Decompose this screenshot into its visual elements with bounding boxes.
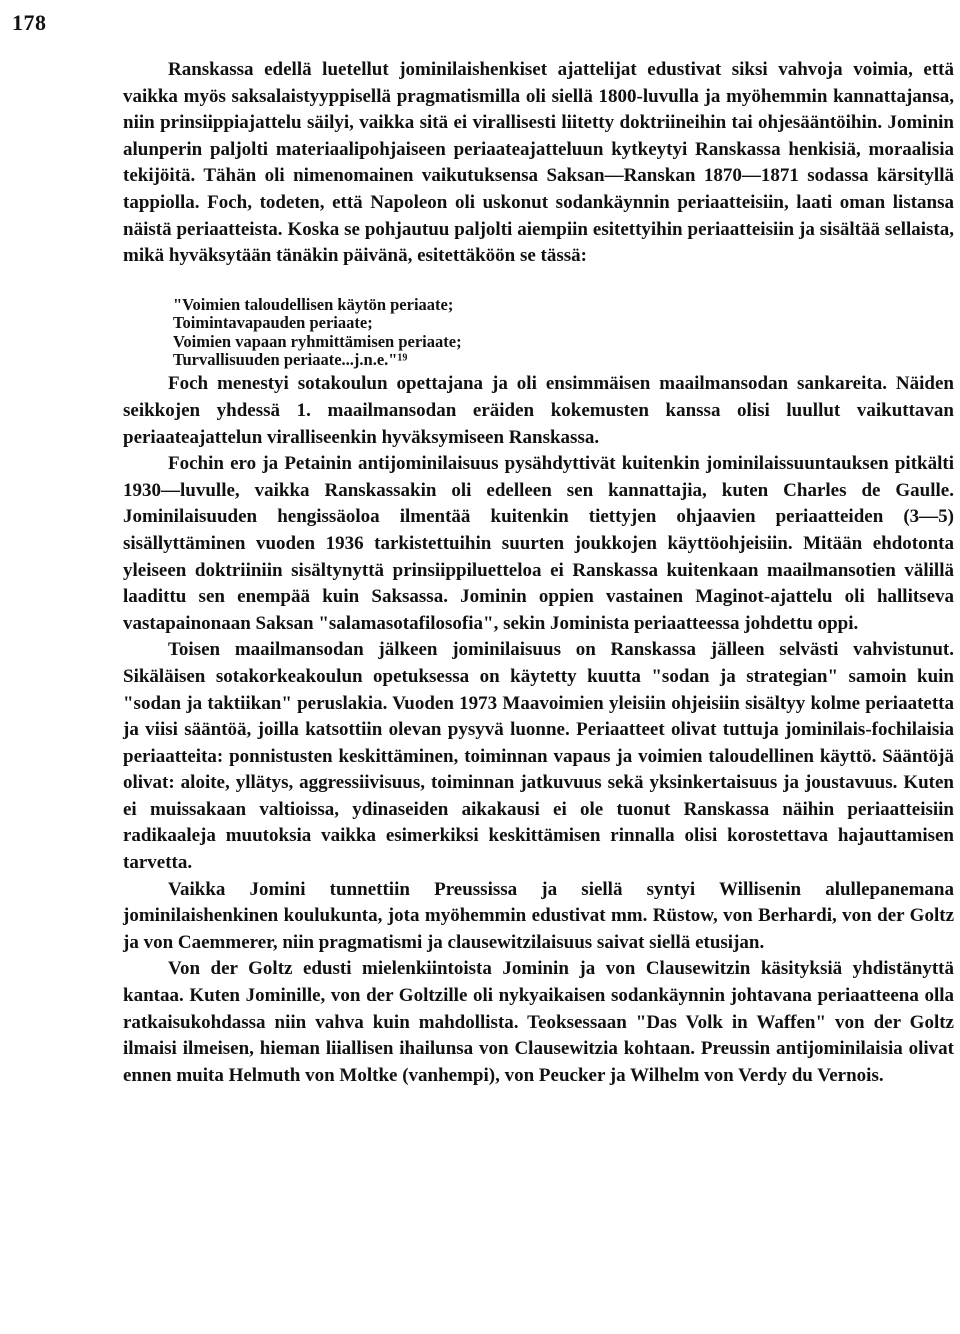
paragraph: Vaikka Jomini tunnettiin Preussissa ja siellä syntyi Willisenin alullepanemana jominilaishenkinen koulukunta, jota myöhemmin edustivat mm. Rüstow, von Berhardi, von der Goltz ja von Caemmerer, niin pragmatismi ja clausewitzilaisuus saivat siellä etusijan.: [123, 878, 954, 953]
paragraph: Toisen maailmansodan jälkeen jominilaisuus on Ranskassa jälleen selvästi vahvistunut. Sikäläisen sotakorkeakoulun opetuksessa on käytetty kuutta "sodan ja strategian" samoin kuin "sodan ja taktiikan" peruslakia. Vuoden 1973 Maavoimien yleisiin ohjeisiin sisältyy kolme periaatetta ja viisi sääntöä, joilla katsottiin olevan pysyvä luonne. Periaatteet olivat tuttuja jominilais-fochilaisia periaatteita: ponnistusten keskittäminen, toiminnan vapaus ja voimien taloudellinen käyttö. Sääntöjä olivat: aloite, yllätys, aggressiivisuus, toiminnan jatkuvuus sekä yksinkertaisuus ja joustavuus. Kuten ei muissakaan valtioissa, ydinaseiden aikakausi ei ole tuonut Ranskassa näihin periaatteisiin radikaaleja muutoksia vaikka esimerkiksi keskittämisen rinnalla olisi korostettava hajauttamisen tarvetta.: [123, 639, 954, 874]
paragraph: Von der Goltz edusti mielenkiintoista Jominin ja von Clausewitzin käsityksiä yhdistänyttä kantaa. Kuten Jominille, von der Goltzille oli nykyaikaisen sodankäynnin johtavana periaatteena olla ratkaisukohdassa niin vahva kuin mahdollista. Teoksessaan "Das Volk in Waffen" von der Goltz ilmaisi ilmeisen, hieman liiallisen ihailunsa von Clausewitzia kohtaan. Preussin antijominilaisia olivat ennen muita Helmuth von Moltke (vanhempi), von Peucker ja Wilhelm von Verdy du Vernois.: [123, 958, 954, 1086]
paragraph: Foch menestyi sotakoulun opettajana ja oli ensimmäisen maailmansodan sankareita. Näiden seikkojen yhdessä 1. maailmansodan eräiden kokemusten kanssa olisi luullut vaikuttavan periaateajattelun viralliseenkin hyväksymiseen Ranskassa.: [123, 373, 954, 448]
quoted-principles-list: [173, 296, 954, 370]
page-number: 178: [12, 10, 47, 35]
paragraph: Ranskassa edellä luetellut jominilaishenkiset ajattelijat edustivat siksi vahvoja voimia, että vaikka myös saksalaistyyppisellä pragmatismilla oli siellä 1800-luvulla ja myöhemmin kannattajansa, niin prinsiippiajattelu säilyi, vaikka sitä ei virallisesti liitetty doktriineihin tai ohjesääntöihin. Jominin alunperin paljolti materiaalipohjaiseen periaateajatteluun kytkeytyi Ranskassa henkisiä, moraalisia tekijöitä. Tähän oli nimenomainen vaikutuksensa Saksan—Ranskan 1870—1871 sodassa kärsityllä tappiolla. Foch, todeten, että Napoleon oli uskonut sodankäynnin periaatteisiin, laati oman listansa näistä periaatteista. Koska se pohjautuu paljolti aiempiin esitettyihin periaatteisiin ja sisältää sellaista, mikä hyväksytään tänäkin päivänä, esitettäköön se tässä:: [123, 59, 954, 267]
quote-line: Turvallisuuden periaate...j.n.e."¹⁹: [173, 349, 408, 369]
quote-line: Voimien vapaan ryhmittämisen periaate;: [173, 331, 462, 351]
quote-line: "Voimien taloudellisen käytön periaate;: [173, 294, 454, 314]
paragraph: Fochin ero ja Petainin antijominilaisuus pysähdyttivät kuitenkin jominilaissuuntauksen pitkälti 1930—luvulle, vaikka Ranskassakin oli edelleen sen kannattajia, kuten Charles de Gaulle. Jominilaisuuden hengissäoloa ilmentää kuitenkin tiettyjen ohjaavien periaatteiden (3—5) sisällyttäminen vuoden 1936 tarkistettuihin suurten joukkojen käyttöohjeisiin. Mitään ehdotonta yleiseen doktriiniin sisältynyttä prinsiippiluetteloa ei Ranskassa kuitenkaan maailmansotien välillä laadittu sen enempää kuin Saksassa. Jominin oppien vastainen Maginot-ajattelu oli hallitseva vastapainonaan Saksan "salamasotafilosofia", sekin Jominista periaatteessa johdettu oppi.: [123, 453, 954, 634]
body-text: [123, 57, 954, 1089]
quote-line: Toimintavapauden periaate;: [173, 313, 373, 333]
